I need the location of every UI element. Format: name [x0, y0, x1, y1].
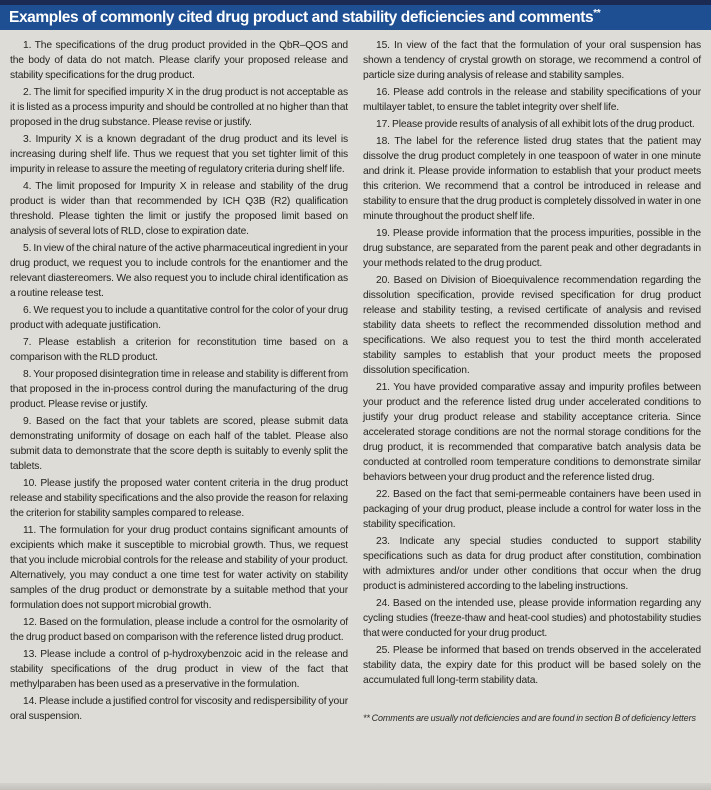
deficiency-item-24: 24. Based on the intended use, please provide information regarding any cycling studies (freeze-thaw and heat-cool studies) and photostability studies that were conducted for your drug product. — [363, 598, 701, 639]
bottom-edge — [0, 783, 711, 790]
table-header-bar — [0, 5, 711, 30]
deficiency-item-21: 21. You have provided comparative assay and impurity profiles between your product and the reference listed drug under accelerated conditions to justify your drug product release and stability acceptance criteria. Since accelerated storage conditions are not the normal storage conditions for the drug product, it is recommended that comparative batch analysis data be conducted at controlled room temperature conditions to demonstrate similar behaviors between your drug product and the reference listed drug. — [363, 382, 701, 483]
deficiency-item-15: 15. In view of the fact that the formulation of your oral suspension has shown a tendency of crystal growth on storage, we recommend a control of particle size during analysis of release and stability samples. — [363, 40, 701, 81]
table-title-text: Examples of commonly cited drug product and stability deficiencies and comments — [9, 8, 594, 26]
deficiency-item-5: 5. In view of the chiral nature of the active pharmaceutical ingredient in your drug product, we request you to include controls for the enantiomer and the relevant diastereomers. We also request you to include chiral identification as a routine release test. — [10, 243, 348, 299]
deficiency-item-3: 3. Impurity X is a known degradant of the drug product and its level is increasing during shelf life. Thus we request that you set tighter limit of this impurity in release to assure the meeting of regulatory criteria during shelf life. — [10, 134, 348, 175]
deficiency-item-12: 12. Based on the formulation, please include a control for the osmolarity of the drug product based on comparison with the reference listed drug product. — [10, 617, 348, 643]
table-body — [0, 30, 711, 726]
deficiency-item-7: 7. Please establish a criterion for reconstitution time based on a comparison with the RLD product. — [10, 337, 348, 363]
deficiency-item-18: 18. The label for the reference listed drug states that the patient may dissolve the drug product completely in one teaspoon of water in one minute and drink it. Please provide information to establish that your product meets this criterion. We recommend that a control be introduced in release and stability to ensure that the drug product is completely dissolved in water in one minute throughout the product shelf life. — [363, 136, 701, 222]
table-footnote: ** Comments are usually not deficiencies and are found in section B of deficiency letters — [363, 713, 696, 723]
title-footnote-marker: ** — [593, 7, 601, 19]
table-title — [9, 9, 600, 27]
deficiency-item-17: 17. Please provide results of analysis of all exhibit lots of the drug product. — [376, 119, 695, 130]
column-left — [10, 38, 348, 726]
deficiency-item-2: 2. The limit for specified impurity X in the drug product is not acceptable as it is listed as a process impurity and should be controlled at no higher than that proposed in the drug substance. Please revise or justify. — [10, 87, 348, 128]
deficiency-item-22: 22. Based on the fact that semi-permeable containers have been used in packaging of your drug product, please include a control for water loss in the stability specification. — [363, 489, 701, 530]
deficiency-item-11: 11. The formulation for your drug product contains significant amounts of excipients which make it susceptible to microbial growth. Thus, we request that you include microbial controls for the release and stability of your product. Alternatively, you may conduct a one time test for water activity on stability samples of the drug product or demonstrate by a suitable method that your formulation does not support microbial growth. — [10, 525, 348, 611]
deficiency-item-13: 13. Please include a control of p-hydroxybenzoic acid in the release and stability specifications of the drug product in view of the fact that methylparaben has been used as a preservative in the formulation. — [10, 649, 348, 690]
deficiency-item-6: 6. We request you to include a quantitative control for the color of your drug product with adequate justification. — [10, 305, 348, 331]
deficiency-item-25: 25. Please be informed that based on trends observed in the accelerated stability data, the expiry date for this product will be based solely on the accumulated full long-term stability data. — [363, 645, 701, 686]
deficiency-item-1: 1. The specifications of the drug product provided in the QbR–QOS and the body of data do not match. Please clarify your proposed release and stability specifications for the drug product. — [10, 40, 348, 81]
deficiency-item-16: 16. Please add controls in the release and stability specifications of your multilayer tablet, to ensure the tablet integrity over shelf life. — [363, 87, 701, 113]
deficiency-item-4: 4. The limit proposed for Impurity X in release and stability of the drug product is wider than that recommended by ICH Q3B (R2) qualification threshold. Please tighten the limit or justify the proposed limit based on analysis of several lots of RLD, close to expiration date. — [10, 181, 348, 237]
deficiency-item-10: 10. Please justify the proposed water content criteria in the drug product release and stability specifications and the also provide the reason for relaxing the criterion for stability samples compared to release. — [10, 478, 348, 519]
deficiency-item-9: 9. Based on the fact that your tablets are scored, please submit data demonstrating uniformity of dosage on each half of the tablet. Please also submit data to demonstrate that the score depth is suitably to evenly split the tablets. — [10, 416, 348, 472]
column-right — [363, 38, 701, 726]
deficiency-item-14: 14. Please include a justified control for viscosity and redispersibility of your oral suspension. — [10, 696, 348, 722]
deficiency-item-19: 19. Please provide information that the process impurities, possible in the drug substance, are separated from the parent peak and other degradants in your methods related to the drug product. — [363, 228, 701, 269]
deficiency-item-23: 23. Indicate any special studies conducted to support stability specifications such as data for drug product after constitution, combination with admixtures and/or under other conditions that occur when the drug product is administered according to the labeling instructions. — [363, 536, 701, 592]
deficiency-item-20: 20. Based on Division of Bioequivalence recommendation regarding the dissolution specification, provide revised specification for drug product release and stability testing, a revised certificate of analysis and revised stability data sheets to reflect the recommended dissolution method and specifications. We also request you to test the third month accelerated stability samples to establish that your product meets the proposed dissolution specification. — [363, 275, 701, 376]
deficiency-item-8: 8. Your proposed disintegration time in release and stability is different from that proposed in the in-process control during the manufacturing of the drug product. Please revise or justify. — [10, 369, 348, 410]
